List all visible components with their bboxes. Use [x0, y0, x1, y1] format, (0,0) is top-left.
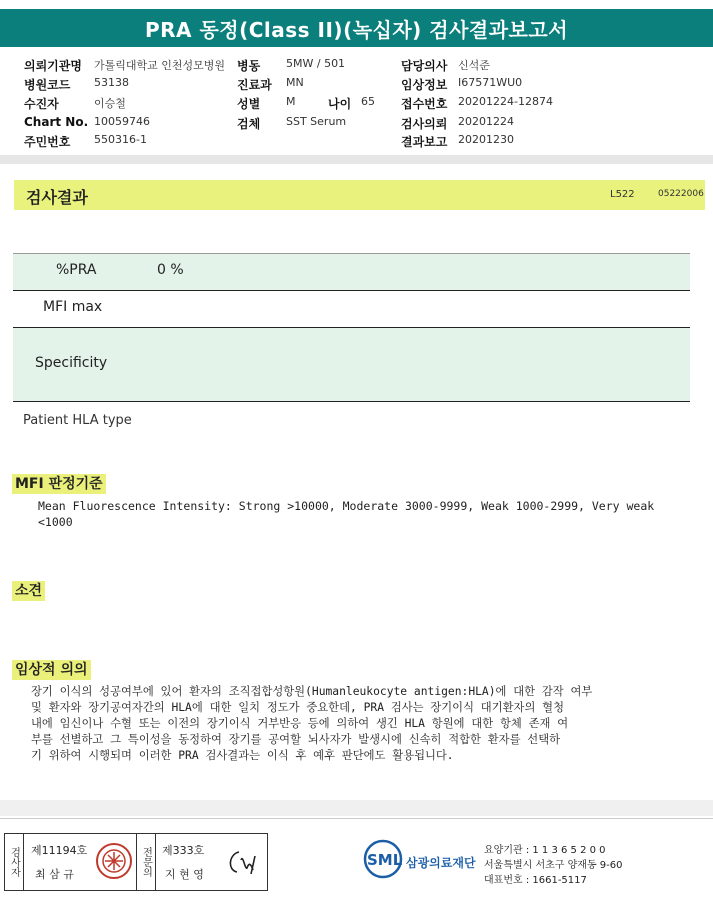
organization-address: 서울특별시 서초구 양재동 9-60: [484, 860, 623, 871]
pra-row: [13, 254, 690, 290]
dept-value: MN: [286, 76, 304, 89]
specificity-label: Specificity: [35, 355, 108, 371]
patient-value: 이승철: [94, 97, 126, 110]
specimen-value: SST Serum: [286, 115, 347, 128]
clinical-label: 임상정보: [401, 78, 448, 92]
chart-value: 10059746: [94, 115, 150, 128]
specialist-signature-icon: [223, 844, 263, 880]
opinion-title: 소견: [12, 581, 45, 601]
sex-label: 성별: [237, 97, 261, 111]
doctor-value: 신석준: [458, 59, 490, 72]
table-bottom-line: [13, 401, 690, 402]
sml-logo-text: SML: [367, 851, 403, 869]
examiner-number: 제11194호: [31, 844, 88, 857]
specialist-name: 지 현 영: [165, 868, 204, 881]
ward-value: 5MW / 501: [286, 57, 346, 70]
request-value: 20201224: [458, 115, 514, 128]
info-separator: [0, 155, 713, 164]
receipt-value: 20201224-12874: [458, 95, 553, 108]
report-date-value: 20201230: [458, 133, 514, 146]
organization-phone: 대표번호 : 1661-5117: [484, 875, 587, 886]
result-section-title: 검사결과: [26, 188, 88, 207]
ward-label: 병동: [237, 59, 261, 73]
code-label: 병원코드: [24, 78, 71, 92]
pra-value: 0 %: [157, 262, 184, 278]
institution-code: 요양기관 : 1 1 3 6 5 2 0 0: [484, 845, 606, 856]
clinical-line-5: 기 위하여 시행되며 이러한 PRA 검사결과는 이식 후 예후 판단에도 활용됩니다.: [31, 749, 454, 762]
patient-hla-label: Patient HLA type: [23, 413, 132, 428]
age-value: 65: [361, 95, 375, 108]
mfi-criteria-title: MFI 판정기준: [12, 474, 106, 494]
organization-name: 삼광의료재단: [406, 856, 476, 870]
report-title: PRA 동정(Class II)(녹십자) 검사결과보고서: [0, 9, 713, 47]
patient-label: 수진자: [24, 97, 59, 111]
clinical-line-1: 장기 이식의 성공여부에 있어 환자의 조직접합성항원(Humanleukocyte antigen:HLA)에 대한 감작 여부: [31, 685, 593, 698]
specialist-number: 제333호: [162, 844, 205, 857]
info-row-3: [0, 95, 713, 113]
hospital-label: 의뢰기관명: [24, 59, 82, 73]
code-value: 53138: [94, 76, 129, 89]
footer-separator: [0, 800, 713, 816]
id-value: 550316-1: [94, 133, 147, 146]
specialist-label-text: 전문의: [140, 847, 152, 877]
specialist-label: [136, 834, 156, 890]
mfi-criteria-text: [38, 498, 654, 530]
receipt-label: 접수번호: [401, 97, 448, 111]
examiner-seal-icon: [95, 842, 133, 880]
doctor-label: 담당의사: [401, 59, 448, 73]
result-section-header: [14, 180, 705, 210]
mfi-criteria-line-1: Mean Fluorescence Intensity: Strong >10000, Moderate 3000-9999, Weak 1000-2999, Very weak: [38, 499, 655, 513]
specificity-row: [13, 328, 690, 401]
clinical-line-3: 내에 임신이나 수혈 또는 이전의 장기이식 거부반응 등에 의하여 생긴 HLA 항원에 대한 항체 존재 여: [31, 717, 569, 730]
info-row-4: [0, 115, 713, 133]
report-date-label: 결과보고: [401, 135, 448, 149]
clinical-significance-title: 임상적 의의: [12, 660, 91, 680]
specimen-label: 검체: [237, 117, 261, 131]
chart-label: Chart No.: [24, 115, 89, 129]
report-footer: [0, 818, 713, 898]
info-row-1: [0, 57, 713, 75]
dept-label: 진료과: [237, 78, 272, 92]
pra-label: %PRA: [56, 262, 97, 278]
table-top-line: [13, 253, 690, 254]
clinical-significance-text: [31, 684, 592, 764]
sex-value: M: [286, 95, 296, 108]
clinical-line-4: 부를 선별하고 그 특이성을 동정하여 장기를 공여할 뇌사자가 발생시에 신속히 적합한 환자를 선택하: [31, 733, 561, 746]
request-label: 검사의뢰: [401, 117, 448, 131]
test-subcode: 05222006: [658, 189, 704, 199]
mfi-max-label: MFI max: [43, 299, 103, 315]
hospital-value: 가톨릭대학교 인천성모병원: [94, 59, 226, 72]
age-label: 나이: [328, 97, 352, 111]
table-line-1: [13, 290, 690, 291]
signature-box: [4, 833, 268, 891]
clinical-value: I67571WU0: [458, 76, 523, 89]
mfi-criteria-line-2: <1000: [38, 515, 73, 529]
id-label: 주민번호: [24, 135, 71, 149]
examiner-label: [5, 834, 24, 890]
clinical-line-2: 및 환자와 장기공여자간의 HLA에 대한 일치 정도가 중요한데, PRA 검사는 장기이식 대기환자의 혈청: [31, 701, 565, 714]
examiner-label-text: 검사자: [8, 847, 20, 877]
examiner-name: 최 삼 규: [35, 868, 74, 881]
test-code: L522: [610, 189, 635, 200]
info-row-5: [0, 133, 713, 151]
info-row-2: [0, 76, 713, 94]
patient-info: [0, 54, 713, 154]
